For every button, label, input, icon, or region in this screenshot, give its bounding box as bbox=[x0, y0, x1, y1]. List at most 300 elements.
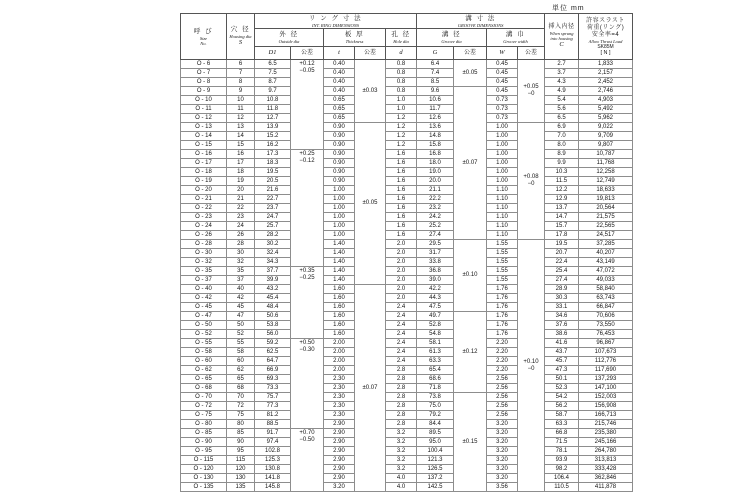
cell-inserted-dia: 4.3 bbox=[545, 78, 579, 87]
cell-groove-width: 1.55 bbox=[487, 258, 518, 267]
table-row bbox=[181, 105, 633, 114]
cell-size-no: O - 52 bbox=[181, 330, 227, 339]
cell-inserted-dia: 110.5 bbox=[545, 483, 579, 492]
load-ja1: 許容スラスト bbox=[586, 17, 625, 24]
table-row bbox=[181, 114, 633, 123]
cell-groove-dia: 31.7 bbox=[417, 249, 454, 258]
cell-thickness: 1.60 bbox=[324, 330, 355, 339]
cell-groove-width: 1.10 bbox=[487, 231, 518, 240]
cell-groove-width: 0.73 bbox=[487, 96, 518, 105]
load-ja3: 安全率=4 bbox=[591, 31, 620, 38]
cell-inserted-dia: 25.4 bbox=[545, 267, 579, 276]
cell-size-no: O - 70 bbox=[181, 393, 227, 402]
cell-outside-dia: 59.2 bbox=[255, 339, 291, 348]
groove-dia-en: Groove dia bbox=[441, 39, 462, 44]
cell-thrust-load: 21,575 bbox=[579, 213, 633, 222]
cell-groove-dia: 54.8 bbox=[417, 330, 454, 339]
cell-thrust-load: 152,003 bbox=[579, 393, 633, 402]
cell-groove-dia: 75.0 bbox=[417, 402, 454, 411]
table-row bbox=[181, 150, 633, 159]
cell-thickness: 2.00 bbox=[324, 339, 355, 348]
cell-thrust-load: 63,743 bbox=[579, 294, 633, 303]
cell-groove-width: 1.10 bbox=[487, 195, 518, 204]
cell-hole-dia: 2.0 bbox=[386, 258, 417, 267]
cell-housing-dia: 19 bbox=[227, 177, 255, 186]
cell-inserted-dia: 20.7 bbox=[545, 249, 579, 258]
cell-housing-dia: 14 bbox=[227, 132, 255, 141]
cell-housing-dia: 135 bbox=[227, 483, 255, 492]
cell-size-no: O - 115 bbox=[181, 456, 227, 465]
cell-thrust-load: 147,100 bbox=[579, 384, 633, 393]
table-row bbox=[181, 411, 633, 420]
cell-hole-dia: 1.2 bbox=[386, 114, 417, 123]
cell-hole-dia: 1.6 bbox=[386, 195, 417, 204]
cell-groove-dia: 14.8 bbox=[417, 132, 454, 141]
cell-groove-width: 2.56 bbox=[487, 402, 518, 411]
cell-hole-dia: 0.8 bbox=[386, 87, 417, 96]
cell-size-no: O - 90 bbox=[181, 438, 227, 447]
cell-thrust-load: 10,787 bbox=[579, 150, 633, 159]
cell-outside-dia: 37.7 bbox=[255, 267, 291, 276]
cell-thickness: 1.40 bbox=[324, 267, 355, 276]
thickness-ja: 板 厚 bbox=[344, 31, 365, 38]
cell-housing-dia: 47 bbox=[227, 312, 255, 321]
cell-inserted-dia: 30.3 bbox=[545, 294, 579, 303]
tolerance-label-d1: 公差 bbox=[291, 47, 324, 60]
cell-size-no: O - 8 bbox=[181, 78, 227, 87]
cell-size-no: O - 12 bbox=[181, 114, 227, 123]
table-row bbox=[181, 429, 633, 438]
cell-groove-dia: 58.1 bbox=[417, 339, 454, 348]
cell-thickness: 1.00 bbox=[324, 213, 355, 222]
cell-groove-dia: 21.1 bbox=[417, 186, 454, 195]
cell-thickness: 1.60 bbox=[324, 285, 355, 294]
outside-en: Outside dia bbox=[278, 39, 300, 44]
cell-hole-dia: 2.0 bbox=[386, 267, 417, 276]
table-row bbox=[181, 240, 633, 249]
cell-inserted-dia: 11.5 bbox=[545, 177, 579, 186]
cell-size-no: O - 72 bbox=[181, 402, 227, 411]
cell-housing-dia: 45 bbox=[227, 303, 255, 312]
cell-groove-dia: 79.2 bbox=[417, 411, 454, 420]
cell-housing-dia: 17 bbox=[227, 159, 255, 168]
cell-d1-tolerance: +0.25 −0.12 bbox=[291, 150, 324, 267]
cell-outside-dia: 17.3 bbox=[255, 150, 291, 159]
cell-outside-dia: 13.9 bbox=[255, 123, 291, 132]
inserted-symbol: C bbox=[559, 41, 564, 48]
table-row bbox=[181, 141, 633, 150]
cell-outside-dia: 11.8 bbox=[255, 105, 291, 114]
cell-outside-dia: 145.8 bbox=[255, 483, 291, 492]
cell-size-no: O - 37 bbox=[181, 276, 227, 285]
cell-outside-dia: 19.5 bbox=[255, 168, 291, 177]
cell-housing-dia: 9 bbox=[227, 87, 255, 96]
cell-hole-dia: 2.0 bbox=[386, 249, 417, 258]
cell-thrust-load: 24,517 bbox=[579, 231, 633, 240]
cell-size-no: O - 7 bbox=[181, 69, 227, 78]
cell-groove-dia: 36.8 bbox=[417, 267, 454, 276]
cell-thrust-load: 5,492 bbox=[579, 105, 633, 114]
cell-hole-dia: 2.4 bbox=[386, 321, 417, 330]
groove-dia-ja: 溝 径 bbox=[441, 31, 462, 38]
subheader-groove-width bbox=[487, 29, 545, 47]
cell-size-no: O - 42 bbox=[181, 294, 227, 303]
cell-t-tolerance: ±0.05 bbox=[355, 123, 386, 285]
table-row bbox=[181, 123, 633, 132]
cell-outside-dia: 56.0 bbox=[255, 330, 291, 339]
cell-thickness: 0.65 bbox=[324, 105, 355, 114]
table-row bbox=[181, 483, 633, 492]
cell-groove-width: 1.00 bbox=[487, 150, 518, 159]
table-row bbox=[181, 96, 633, 105]
cell-thickness: 1.40 bbox=[324, 276, 355, 285]
cell-groove-width: 1.00 bbox=[487, 123, 518, 132]
cell-thickness: 3.20 bbox=[324, 483, 355, 492]
cell-outside-dia: 39.9 bbox=[255, 276, 291, 285]
cell-hole-dia: 2.4 bbox=[386, 348, 417, 357]
cell-inserted-dia: 56.2 bbox=[545, 402, 579, 411]
cell-size-no: O - 11 bbox=[181, 105, 227, 114]
cell-groove-width: 1.00 bbox=[487, 168, 518, 177]
cell-size-no: O - 15 bbox=[181, 141, 227, 150]
cell-thickness: 0.65 bbox=[324, 96, 355, 105]
cell-thrust-load: 156,908 bbox=[579, 402, 633, 411]
cell-thickness: 2.90 bbox=[324, 420, 355, 429]
cell-outside-dia: 102.8 bbox=[255, 447, 291, 456]
cell-thrust-load: 73,550 bbox=[579, 321, 633, 330]
cell-inserted-dia: 27.4 bbox=[545, 276, 579, 285]
cell-housing-dia: 35 bbox=[227, 267, 255, 276]
size-no-en1: Size bbox=[199, 35, 208, 41]
table-row bbox=[181, 213, 633, 222]
cell-groove-width: 2.20 bbox=[487, 348, 518, 357]
table-row bbox=[181, 294, 633, 303]
cell-housing-dia: 11 bbox=[227, 105, 255, 114]
tolerance-label-w: 公差 bbox=[518, 47, 545, 60]
cell-outside-dia: 64.7 bbox=[255, 357, 291, 366]
cell-housing-dia: 42 bbox=[227, 294, 255, 303]
cell-size-no: O - 23 bbox=[181, 213, 227, 222]
cell-outside-dia: 34.3 bbox=[255, 258, 291, 267]
hole-en: Hole dia bbox=[393, 39, 409, 44]
cell-size-no: O - 32 bbox=[181, 258, 227, 267]
cell-inserted-dia: 106.4 bbox=[545, 474, 579, 483]
cell-housing-dia: 50 bbox=[227, 321, 255, 330]
cell-groove-width: 1.10 bbox=[487, 204, 518, 213]
cell-groove-width: 1.55 bbox=[487, 249, 518, 258]
cell-groove-width: 0.73 bbox=[487, 105, 518, 114]
cell-groove-width: 3.56 bbox=[487, 483, 518, 492]
cell-housing-dia: 18 bbox=[227, 168, 255, 177]
cell-size-no: O - 35 bbox=[181, 267, 227, 276]
cell-hole-dia: 3.2 bbox=[386, 456, 417, 465]
cell-d1-tolerance: +0.70 −0.50 bbox=[291, 429, 324, 492]
cell-thickness: 2.30 bbox=[324, 411, 355, 420]
cell-groove-dia: 24.2 bbox=[417, 213, 454, 222]
cell-size-no: O - 50 bbox=[181, 321, 227, 330]
cell-groove-width: 1.76 bbox=[487, 285, 518, 294]
cell-housing-dia: 75 bbox=[227, 411, 255, 420]
cell-size-no: O - 17 bbox=[181, 159, 227, 168]
cell-housing-dia: 60 bbox=[227, 357, 255, 366]
cell-inserted-dia: 98.2 bbox=[545, 465, 579, 474]
cell-groove-dia: 42.2 bbox=[417, 285, 454, 294]
groove-width-ja: 溝 巾 bbox=[505, 31, 526, 38]
spec-table bbox=[180, 13, 633, 492]
cell-size-no: O - 30 bbox=[181, 249, 227, 258]
cell-thickness: 1.60 bbox=[324, 303, 355, 312]
cell-thrust-load: 66,847 bbox=[579, 303, 633, 312]
cell-groove-width: 3.20 bbox=[487, 456, 518, 465]
cell-outside-dia: 66.9 bbox=[255, 366, 291, 375]
cell-hole-dia: 2.8 bbox=[386, 402, 417, 411]
cell-size-no: O - 13 bbox=[181, 123, 227, 132]
cell-size-no: O - 47 bbox=[181, 312, 227, 321]
cell-hole-dia: 1.2 bbox=[386, 123, 417, 132]
inserted-ja: 挿入内径 bbox=[548, 24, 575, 30]
cell-thrust-load: 9,807 bbox=[579, 141, 633, 150]
col-header-size-no bbox=[181, 14, 227, 60]
table-row bbox=[181, 159, 633, 168]
cell-hole-dia: 1.6 bbox=[386, 204, 417, 213]
cell-hole-dia: 0.8 bbox=[386, 60, 417, 69]
cell-thrust-load: 12,258 bbox=[579, 168, 633, 177]
table-row bbox=[181, 87, 633, 96]
size-no-ja: 呼 び bbox=[193, 27, 214, 35]
cell-hole-dia: 1.2 bbox=[386, 132, 417, 141]
cell-thickness: 2.30 bbox=[324, 384, 355, 393]
cell-groove-dia: 65.4 bbox=[417, 366, 454, 375]
cell-hole-dia: 2.0 bbox=[386, 294, 417, 303]
cell-thickness: 1.60 bbox=[324, 312, 355, 321]
cell-thickness: 2.90 bbox=[324, 447, 355, 456]
cell-housing-dia: 24 bbox=[227, 222, 255, 231]
cell-housing-dia: 16 bbox=[227, 150, 255, 159]
cell-groove-width: 1.55 bbox=[487, 276, 518, 285]
cell-housing-dia: 68 bbox=[227, 384, 255, 393]
cell-size-no: O - 26 bbox=[181, 231, 227, 240]
cell-groove-dia: 23.2 bbox=[417, 204, 454, 213]
cell-thrust-load: 2,157 bbox=[579, 69, 633, 78]
cell-size-no: O - 95 bbox=[181, 447, 227, 456]
cell-groove-width: 0.45 bbox=[487, 69, 518, 78]
cell-groove-dia: 20.0 bbox=[417, 177, 454, 186]
cell-thickness: 0.65 bbox=[324, 114, 355, 123]
cell-housing-dia: 72 bbox=[227, 402, 255, 411]
cell-thrust-load: 235,380 bbox=[579, 429, 633, 438]
cell-thickness: 0.40 bbox=[324, 87, 355, 96]
cell-thrust-load: 166,713 bbox=[579, 411, 633, 420]
cell-thrust-load: 2,452 bbox=[579, 78, 633, 87]
cell-groove-dia: 63.3 bbox=[417, 357, 454, 366]
cell-outside-dia: 53.8 bbox=[255, 321, 291, 330]
cell-outside-dia: 91.7 bbox=[255, 429, 291, 438]
table-row bbox=[181, 195, 633, 204]
cell-outside-dia: 81.2 bbox=[255, 411, 291, 420]
cell-thrust-load: 4,903 bbox=[579, 96, 633, 105]
cell-hole-dia: 2.8 bbox=[386, 420, 417, 429]
cell-inserted-dia: 93.9 bbox=[545, 456, 579, 465]
cell-size-no: O - 28 bbox=[181, 240, 227, 249]
cell-hole-dia: 1.6 bbox=[386, 222, 417, 231]
cell-outside-dia: 45.4 bbox=[255, 294, 291, 303]
col-header-inserted-dia bbox=[545, 14, 579, 60]
cell-housing-dia: 115 bbox=[227, 456, 255, 465]
cell-groove-dia: 19.0 bbox=[417, 168, 454, 177]
cell-thickness: 0.90 bbox=[324, 159, 355, 168]
cell-inserted-dia: 14.7 bbox=[545, 213, 579, 222]
hole-ja: 孔 径 bbox=[391, 31, 411, 38]
cell-t-tolerance: ±0.07 bbox=[355, 285, 386, 492]
table-row bbox=[181, 375, 633, 384]
symbol-d: d bbox=[386, 47, 417, 60]
cell-housing-dia: 20 bbox=[227, 186, 255, 195]
cell-inserted-dia: 6.5 bbox=[545, 114, 579, 123]
table-row bbox=[181, 330, 633, 339]
groove-width-en: Groove width bbox=[503, 39, 528, 44]
cell-groove-width: 3.20 bbox=[487, 420, 518, 429]
cell-groove-width: 1.76 bbox=[487, 294, 518, 303]
table-row bbox=[181, 177, 633, 186]
table-row bbox=[181, 78, 633, 87]
table-row bbox=[181, 186, 633, 195]
cell-thrust-load: 76,453 bbox=[579, 330, 633, 339]
cell-outside-dia: 8.7 bbox=[255, 78, 291, 87]
table-row bbox=[181, 267, 633, 276]
cell-groove-dia: 13.6 bbox=[417, 123, 454, 132]
cell-inserted-dia: 3.7 bbox=[545, 69, 579, 78]
cell-thrust-load: 313,813 bbox=[579, 456, 633, 465]
cell-inserted-dia: 71.5 bbox=[545, 438, 579, 447]
cell-w-tolerance: +0.08 −0 bbox=[518, 123, 545, 240]
cell-housing-dia: 21 bbox=[227, 195, 255, 204]
subheader-outside-dia bbox=[255, 29, 324, 47]
cell-thrust-load: 2,746 bbox=[579, 87, 633, 96]
cell-groove-width: 3.20 bbox=[487, 429, 518, 438]
cell-d1-tolerance: +0.35 −0.25 bbox=[291, 267, 324, 339]
cell-outside-dia: 130.8 bbox=[255, 465, 291, 474]
cell-size-no: O - 65 bbox=[181, 375, 227, 384]
cell-inserted-dia: 45.7 bbox=[545, 357, 579, 366]
cell-groove-width: 2.56 bbox=[487, 375, 518, 384]
cell-housing-dia: 55 bbox=[227, 339, 255, 348]
cell-inserted-dia: 54.2 bbox=[545, 393, 579, 402]
cell-outside-dia: 88.5 bbox=[255, 420, 291, 429]
table-row bbox=[181, 402, 633, 411]
cell-housing-dia: 65 bbox=[227, 375, 255, 384]
symbol-w: W bbox=[487, 47, 518, 60]
cell-hole-dia: 1.6 bbox=[386, 186, 417, 195]
table-row bbox=[181, 366, 633, 375]
cell-thickness: 0.90 bbox=[324, 177, 355, 186]
cell-thrust-load: 70,606 bbox=[579, 312, 633, 321]
cell-hole-dia: 2.4 bbox=[386, 357, 417, 366]
cell-thickness: 2.90 bbox=[324, 456, 355, 465]
cell-hole-dia: 2.0 bbox=[386, 285, 417, 294]
cell-hole-dia: 0.8 bbox=[386, 69, 417, 78]
cell-size-no: O - 6 bbox=[181, 60, 227, 69]
cell-outside-dia: 75.7 bbox=[255, 393, 291, 402]
cell-groove-width: 1.00 bbox=[487, 132, 518, 141]
cell-thrust-load: 5,962 bbox=[579, 114, 633, 123]
cell-groove-dia: 47.5 bbox=[417, 303, 454, 312]
cell-thrust-load: 37,285 bbox=[579, 240, 633, 249]
cell-hole-dia: 1.6 bbox=[386, 231, 417, 240]
cell-thickness: 1.40 bbox=[324, 249, 355, 258]
cell-outside-dia: 7.5 bbox=[255, 69, 291, 78]
cell-thrust-load: 333,428 bbox=[579, 465, 633, 474]
cell-thrust-load: 11,768 bbox=[579, 159, 633, 168]
table-row bbox=[181, 303, 633, 312]
table-row bbox=[181, 384, 633, 393]
cell-thickness: 2.00 bbox=[324, 348, 355, 357]
cell-groove-dia: 29.5 bbox=[417, 240, 454, 249]
cell-size-no: O - 120 bbox=[181, 465, 227, 474]
cell-groove-width: 1.76 bbox=[487, 312, 518, 321]
cell-inserted-dia: 43.7 bbox=[545, 348, 579, 357]
cell-size-no: O - 85 bbox=[181, 429, 227, 438]
cell-groove-width: 2.20 bbox=[487, 357, 518, 366]
cell-inserted-dia: 63.3 bbox=[545, 420, 579, 429]
housing-en: Housing dia bbox=[229, 34, 252, 39]
cell-groove-dia: 33.8 bbox=[417, 258, 454, 267]
cell-groove-width: 3.20 bbox=[487, 465, 518, 474]
cell-size-no: O - 62 bbox=[181, 366, 227, 375]
cell-g-tolerance: ±0.12 bbox=[454, 312, 487, 393]
cell-outside-dia: 69.3 bbox=[255, 375, 291, 384]
subheader-hole-dia bbox=[386, 29, 417, 47]
cell-groove-dia: 71.8 bbox=[417, 384, 454, 393]
cell-thickness: 2.00 bbox=[324, 357, 355, 366]
cell-hole-dia: 3.2 bbox=[386, 465, 417, 474]
cell-groove-dia: 137.2 bbox=[417, 474, 454, 483]
cell-housing-dia: 95 bbox=[227, 447, 255, 456]
cell-groove-width: 0.73 bbox=[487, 114, 518, 123]
cell-groove-dia: 11.7 bbox=[417, 105, 454, 114]
table-row bbox=[181, 168, 633, 177]
cell-groove-width: 1.10 bbox=[487, 186, 518, 195]
cell-groove-dia: 8.5 bbox=[417, 78, 454, 87]
tolerance-label-g: 公差 bbox=[454, 47, 487, 60]
cell-thickness: 2.30 bbox=[324, 393, 355, 402]
cell-groove-width: 1.00 bbox=[487, 177, 518, 186]
cell-hole-dia: 2.4 bbox=[386, 339, 417, 348]
col-header-housing-dia bbox=[227, 14, 255, 60]
cell-thrust-load: 1,833 bbox=[579, 60, 633, 69]
cell-thrust-load: 411,878 bbox=[579, 483, 633, 492]
cell-size-no: O - 22 bbox=[181, 204, 227, 213]
cell-thrust-load: 58,840 bbox=[579, 285, 633, 294]
cell-w-tolerance: +0.10 −0 bbox=[518, 240, 545, 492]
table-row bbox=[181, 393, 633, 402]
cell-groove-dia: 44.3 bbox=[417, 294, 454, 303]
cell-w-tolerance: +0.05 −0 bbox=[518, 60, 545, 123]
cell-inserted-dia: 33.1 bbox=[545, 303, 579, 312]
cell-thrust-load: 22,565 bbox=[579, 222, 633, 231]
cell-housing-dia: 15 bbox=[227, 141, 255, 150]
cell-thrust-load: 362,846 bbox=[579, 474, 633, 483]
cell-size-no: O - 14 bbox=[181, 132, 227, 141]
cell-thickness: 1.00 bbox=[324, 204, 355, 213]
cell-thickness: 2.90 bbox=[324, 429, 355, 438]
cell-groove-dia: 95.0 bbox=[417, 438, 454, 447]
cell-thickness: 1.60 bbox=[324, 321, 355, 330]
cell-housing-dia: 12 bbox=[227, 114, 255, 123]
cell-housing-dia: 23 bbox=[227, 213, 255, 222]
symbol-d1: D1 bbox=[255, 47, 291, 60]
unit-label: 単位 mm bbox=[552, 5, 585, 12]
table-row bbox=[181, 312, 633, 321]
